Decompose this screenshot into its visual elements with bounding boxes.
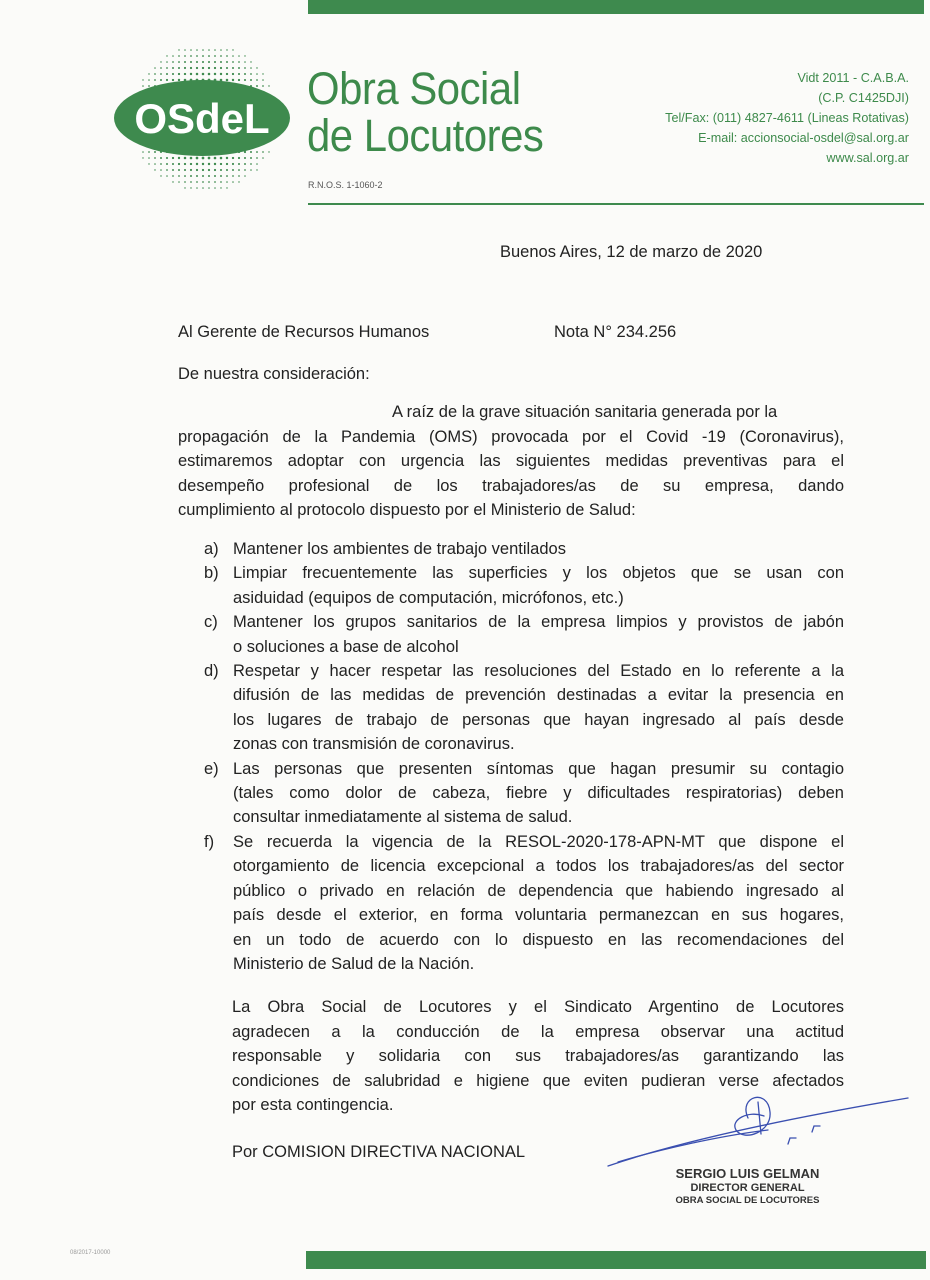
logo-dot	[196, 61, 198, 63]
item-line: los lugares de trabajo de personas que hayan ingresado al país desde	[233, 710, 844, 729]
logo-dot	[226, 67, 228, 69]
logo-dot	[172, 181, 173, 182]
logo-dot	[196, 157, 199, 160]
footer-code: 08/2017-10000	[70, 1250, 111, 1256]
logo-dot	[220, 55, 222, 57]
logo-dot	[184, 55, 186, 57]
postal-code: (C.P. C1425DJI)	[818, 91, 909, 105]
logo-dot	[196, 163, 198, 165]
logo-dot	[238, 67, 240, 69]
measures-list	[204, 537, 844, 976]
phone-line: Tel/Fax: (011) 4827-4611 (Lineas Rotativas)	[665, 111, 909, 125]
item-line: público o privado en relación de dependencia que habiendo ingresado al	[233, 881, 844, 900]
logo-dot	[268, 151, 269, 152]
logo-dot	[262, 73, 263, 74]
item-line: en un todo de acuerdo con lo dispuesto en las recomendaciones del	[233, 930, 844, 949]
logo-dot	[166, 157, 168, 159]
logo-dot	[154, 157, 156, 159]
logo-dot	[154, 73, 156, 75]
logo-dot	[232, 79, 234, 81]
logo-dot	[166, 163, 168, 165]
logo-dot	[154, 79, 156, 81]
signatory-name: SERGIO LUIS GELMAN	[675, 1166, 820, 1181]
logo-dot	[202, 67, 204, 69]
logo-dot	[220, 49, 222, 51]
logo-dot	[190, 61, 192, 63]
logo-dot	[178, 49, 179, 50]
logo-dot	[226, 73, 228, 75]
logo-dot	[178, 175, 180, 177]
logo-dot	[202, 181, 204, 183]
logo-dot	[196, 73, 199, 76]
logo-dot	[232, 67, 234, 69]
logo-dot	[190, 181, 192, 183]
logo-dot	[232, 175, 234, 177]
item-line: zonas con transmisión de coronavirus.	[233, 735, 515, 754]
logo-dot	[232, 73, 234, 75]
item-letter: d)	[204, 662, 219, 681]
logo-dot	[238, 169, 240, 171]
logo-dot	[202, 169, 204, 171]
item-letter: f)	[204, 832, 215, 851]
logo-dot	[226, 181, 228, 183]
logo-dot	[184, 181, 186, 183]
logo-dot	[166, 61, 168, 63]
logo-dot	[250, 61, 251, 62]
logo-dot	[148, 79, 150, 81]
logo-dot	[256, 157, 258, 159]
logo-dot	[244, 55, 245, 56]
logo-dot	[166, 169, 168, 171]
item-letter: a)	[204, 540, 219, 558]
logo-dot	[244, 157, 246, 159]
logo-dot	[214, 175, 216, 177]
logo-dot	[226, 49, 227, 50]
logo-dot	[256, 151, 258, 153]
osdel-logo	[112, 40, 292, 192]
logo-dot	[226, 61, 228, 63]
bottom-green-bar	[306, 1251, 926, 1269]
letter-date: Buenos Aires, 12 de marzo de 2020	[500, 243, 763, 261]
logo-dot	[160, 73, 162, 75]
logo-dot	[238, 61, 240, 63]
logo-dot	[208, 49, 210, 51]
logo-dot	[196, 55, 198, 57]
logo-dot	[142, 151, 144, 153]
item-line: Limpiar frecuentemente las superficies y los objetos que se usan con	[233, 564, 844, 583]
logo-dot	[214, 49, 216, 51]
logo-dot	[178, 157, 180, 159]
logo-dot	[232, 55, 234, 57]
logo-dot	[172, 67, 174, 69]
logo-dot	[148, 163, 149, 164]
logo-dot	[202, 163, 204, 165]
logo-dot	[250, 79, 252, 81]
logo-dot	[160, 175, 161, 176]
closing-line: La Obra Social de Locutores y el Sindicato Argentino de Locutores	[232, 998, 844, 1016]
logo-dot	[184, 49, 186, 51]
logo-dot	[202, 157, 205, 160]
logo-dot	[238, 79, 240, 81]
closing-line: por esta contingencia.	[232, 1096, 394, 1114]
list-item	[204, 537, 844, 561]
logo-dot	[226, 157, 228, 159]
signatory-org: OBRA SOCIAL DE LOCUTORES	[675, 1195, 820, 1206]
logo-dot	[262, 85, 264, 87]
logo-dot	[214, 67, 216, 69]
logo-dot	[178, 181, 180, 183]
logo-dot	[142, 157, 143, 158]
logo-dot	[238, 55, 240, 57]
logo-dot	[202, 175, 204, 177]
recipient: Al Gerente de Recursos Humanos	[178, 323, 430, 341]
logo-dot	[256, 169, 257, 170]
logo-dot	[178, 55, 180, 57]
logo-dot	[148, 73, 149, 74]
item-line: Respetar y hacer respetar las resoluciones del Estado en lo referente a la	[233, 662, 844, 681]
intro-line: A raíz de la grave situación sanitaria generada por la	[392, 403, 778, 421]
logo-dot	[184, 67, 186, 69]
logo-dot	[178, 67, 180, 69]
logo-dot	[262, 157, 264, 159]
item-line: (tales como dolor de cabeza, fiebre y dificultades respiratorias) deben	[233, 784, 844, 803]
intro-line: cumplimiento al protocolo dispuesto por el Ministerio de Salud:	[178, 501, 636, 519]
logo-dot	[208, 163, 210, 165]
intro-line: desempeño profesional de los trabajadores/as de su empresa, dando	[178, 476, 844, 495]
logo-dot	[178, 73, 180, 75]
logo-dot	[226, 79, 229, 82]
logo-dot	[142, 79, 143, 80]
logo-dot	[244, 163, 246, 165]
logo-dot	[208, 73, 211, 76]
logo-dot	[220, 175, 222, 177]
logo-dot	[232, 163, 234, 165]
greeting: De nuestra consideración:	[178, 365, 370, 383]
note-number: Nota N° 234.256	[554, 323, 677, 341]
logo-dot	[214, 61, 216, 63]
logo-dot	[166, 55, 167, 56]
logo-dot	[196, 67, 198, 69]
logo-dot	[166, 79, 168, 81]
logo-dot	[250, 67, 252, 69]
logo-dot	[190, 169, 192, 171]
list-item	[204, 757, 844, 830]
logo-dot	[244, 73, 246, 75]
logo-dot	[172, 169, 174, 171]
logo-dot	[202, 55, 204, 57]
list-item	[204, 561, 844, 610]
logo-dot	[214, 73, 216, 75]
logo-dot	[196, 175, 198, 177]
org-name-line2: de Locutores	[307, 110, 544, 161]
logo-dot	[172, 73, 174, 75]
item-line: Ministerio de Salud de la Nación.	[233, 954, 475, 973]
logo-dot	[256, 73, 258, 75]
email-line: E-mail: accionsocial-osdel@sal.org.ar	[698, 131, 909, 145]
logo-dot	[214, 181, 216, 183]
item-line: Las personas que presenten síntomas que hagan presumir su contagio	[233, 759, 844, 778]
logo-dot	[160, 163, 162, 165]
logo-dot	[184, 73, 186, 75]
logo-dot	[226, 55, 228, 57]
logo-dot	[184, 157, 187, 160]
logo-dot	[232, 61, 234, 63]
logo-dot	[202, 49, 204, 51]
logo-dot	[172, 163, 174, 165]
logo-dot	[154, 67, 156, 69]
logo-dot	[250, 157, 252, 159]
address-line: Vidt 2011 - C.A.B.A.	[797, 71, 909, 85]
logo-dot	[160, 157, 162, 159]
logo-dot	[214, 169, 216, 171]
item-line: Mantener los grupos sanitarios de la empresa limpios y provistos de jabón	[233, 613, 844, 632]
logo-dot	[268, 85, 269, 86]
logo-dot	[184, 169, 186, 171]
logo-dot	[196, 187, 198, 189]
closing-line: condiciones de salubridad e higiene que eviten pudieran verse afectados	[232, 1071, 844, 1090]
logo-dot	[208, 181, 210, 183]
logo-dot	[166, 175, 168, 177]
logo-dot	[172, 55, 174, 57]
logo-dot	[190, 163, 192, 165]
logo-dot	[238, 73, 240, 75]
logo-dot	[184, 187, 185, 188]
logo-dot	[148, 85, 150, 87]
list-item	[204, 830, 844, 976]
logo-dot	[214, 157, 217, 160]
logo-dot	[250, 163, 252, 165]
logo-dot	[154, 151, 156, 153]
logo-dot	[172, 79, 174, 81]
logo-dot	[244, 61, 246, 63]
logo-dot	[208, 55, 210, 57]
logo-dot	[172, 175, 174, 177]
org-name	[307, 65, 543, 159]
logo-dot	[190, 49, 192, 51]
logo-dot	[220, 61, 222, 63]
logo-dot	[178, 169, 180, 171]
logo-dot	[166, 67, 168, 69]
item-line: Mantener los ambientes de trabajo ventilados	[233, 540, 566, 558]
intro-line: estimaremos adoptar con urgencia las siguientes medidas preventivas para el	[178, 452, 844, 470]
logo-dot	[184, 163, 186, 165]
logo-dot	[238, 181, 239, 182]
logo-dot	[142, 85, 144, 87]
logo-dot	[166, 73, 168, 75]
logo-dot	[220, 187, 221, 188]
intro-line: propagación de la Pandemia (OMS) provocada por el Covid -19 (Coronavirus),	[178, 427, 844, 446]
logo-dot	[160, 79, 162, 81]
logo-text: OSdeL	[134, 95, 270, 142]
logo-dot	[196, 49, 198, 51]
logo-dot	[154, 163, 156, 165]
logo-dot	[178, 79, 180, 81]
logo-dot	[184, 175, 186, 177]
org-name-line1: Obra Social	[307, 63, 521, 114]
logo-dot	[208, 157, 211, 160]
logo-dot	[232, 49, 233, 50]
closing-line: agradecen a la conducción de la empresa observar una actitud	[232, 1022, 844, 1041]
logo-dot	[208, 187, 210, 189]
item-line: o soluciones a base de alcohol	[233, 637, 459, 656]
logo-dot	[256, 67, 257, 68]
logo-dot	[226, 175, 228, 177]
logo-dot	[214, 187, 216, 189]
logo-dot	[208, 175, 210, 177]
logo-dot	[232, 157, 234, 159]
logo-dot	[250, 169, 252, 171]
logo-dot	[220, 163, 222, 165]
logo-dot	[172, 61, 174, 63]
logo-dot	[220, 181, 222, 183]
logo-dot	[244, 67, 246, 69]
item-letter: c)	[204, 613, 218, 632]
sign-off: Por COMISION DIRECTIVA NACIONAL	[232, 1143, 526, 1161]
item-line: asiduidad (equipos de computación, micrófonos, etc.)	[233, 588, 624, 607]
logo-dot	[202, 73, 205, 76]
logo-dot	[190, 187, 191, 188]
logo-dot	[190, 73, 192, 75]
logo-dot	[160, 169, 162, 171]
logo-dot	[232, 181, 234, 183]
logo-dot	[160, 67, 162, 69]
logo-dot	[208, 169, 210, 171]
item-line: Se recuerda la vigencia de la RESOL-2020-178-APN-MT que dispone el	[233, 832, 844, 851]
logo-dot	[178, 61, 180, 63]
logo-dot	[220, 157, 223, 160]
logo-dot	[226, 169, 228, 171]
logo-dot	[244, 175, 246, 177]
logo-dot	[208, 61, 210, 63]
logo-dot	[184, 61, 186, 63]
list-item	[204, 610, 844, 659]
logo-dot	[238, 163, 240, 165]
logo-dot	[148, 151, 150, 153]
rnos-number: R.N.O.S. 1-1060-2	[308, 180, 383, 190]
logo-dot	[262, 79, 264, 81]
logo-dot	[256, 163, 258, 165]
logo-dot	[160, 61, 161, 62]
logo-dot	[238, 175, 240, 177]
logo-dot	[190, 175, 192, 177]
logo-dot	[196, 169, 198, 171]
website-line: www.sal.org.ar	[826, 151, 909, 165]
logo-dot	[244, 169, 246, 171]
logo-dot	[178, 163, 180, 165]
logo-dot	[148, 157, 150, 159]
list-item	[204, 659, 844, 757]
logo-dot	[226, 163, 228, 165]
item-letter: b)	[204, 564, 219, 583]
item-line: país desde el exterior, en forma voluntaria permanezcan en sus hogares,	[233, 906, 844, 925]
logo-dot	[262, 151, 264, 153]
logo-dot	[214, 163, 216, 165]
logo-dot	[214, 55, 216, 57]
header-divider	[308, 203, 924, 205]
item-line: consultar inmediatamente al sistema de salud.	[233, 808, 573, 827]
item-line: difusión de las medidas de prevención destinadas a evitar la presencia en	[233, 686, 844, 705]
top-green-bar	[308, 0, 924, 14]
logo-dot	[220, 73, 222, 75]
logo-dot	[196, 181, 198, 183]
logo-dot	[190, 157, 193, 160]
logo-dot	[220, 67, 222, 69]
signatory-block	[600, 1166, 895, 1206]
logo-dot	[172, 157, 174, 159]
logo-dot	[208, 67, 210, 69]
logo-dot	[226, 187, 227, 188]
logo-dot	[244, 79, 246, 81]
contact-block	[665, 68, 909, 168]
logo-dot	[256, 85, 258, 87]
logo-dot	[202, 187, 204, 189]
closing-line: responsable y solidaria con sus trabajadores/as garantizando las	[232, 1047, 844, 1065]
logo-dot	[190, 67, 192, 69]
logo-dot	[202, 61, 204, 63]
logo-dot	[154, 169, 155, 170]
logo-dot	[256, 79, 258, 81]
logo-dot	[250, 73, 252, 75]
logo-dot	[220, 169, 222, 171]
item-line: otorgamiento de licencia excepcional a todos los trabajadores/as del sector	[233, 857, 844, 876]
signatory-title: DIRECTOR GENERAL	[690, 1182, 805, 1194]
logo-dot	[190, 55, 192, 57]
intro-paragraph	[178, 400, 844, 523]
logo-dot	[238, 157, 240, 159]
logo-dot	[232, 169, 234, 171]
logo-dot	[250, 151, 252, 153]
item-letter: e)	[204, 759, 219, 778]
